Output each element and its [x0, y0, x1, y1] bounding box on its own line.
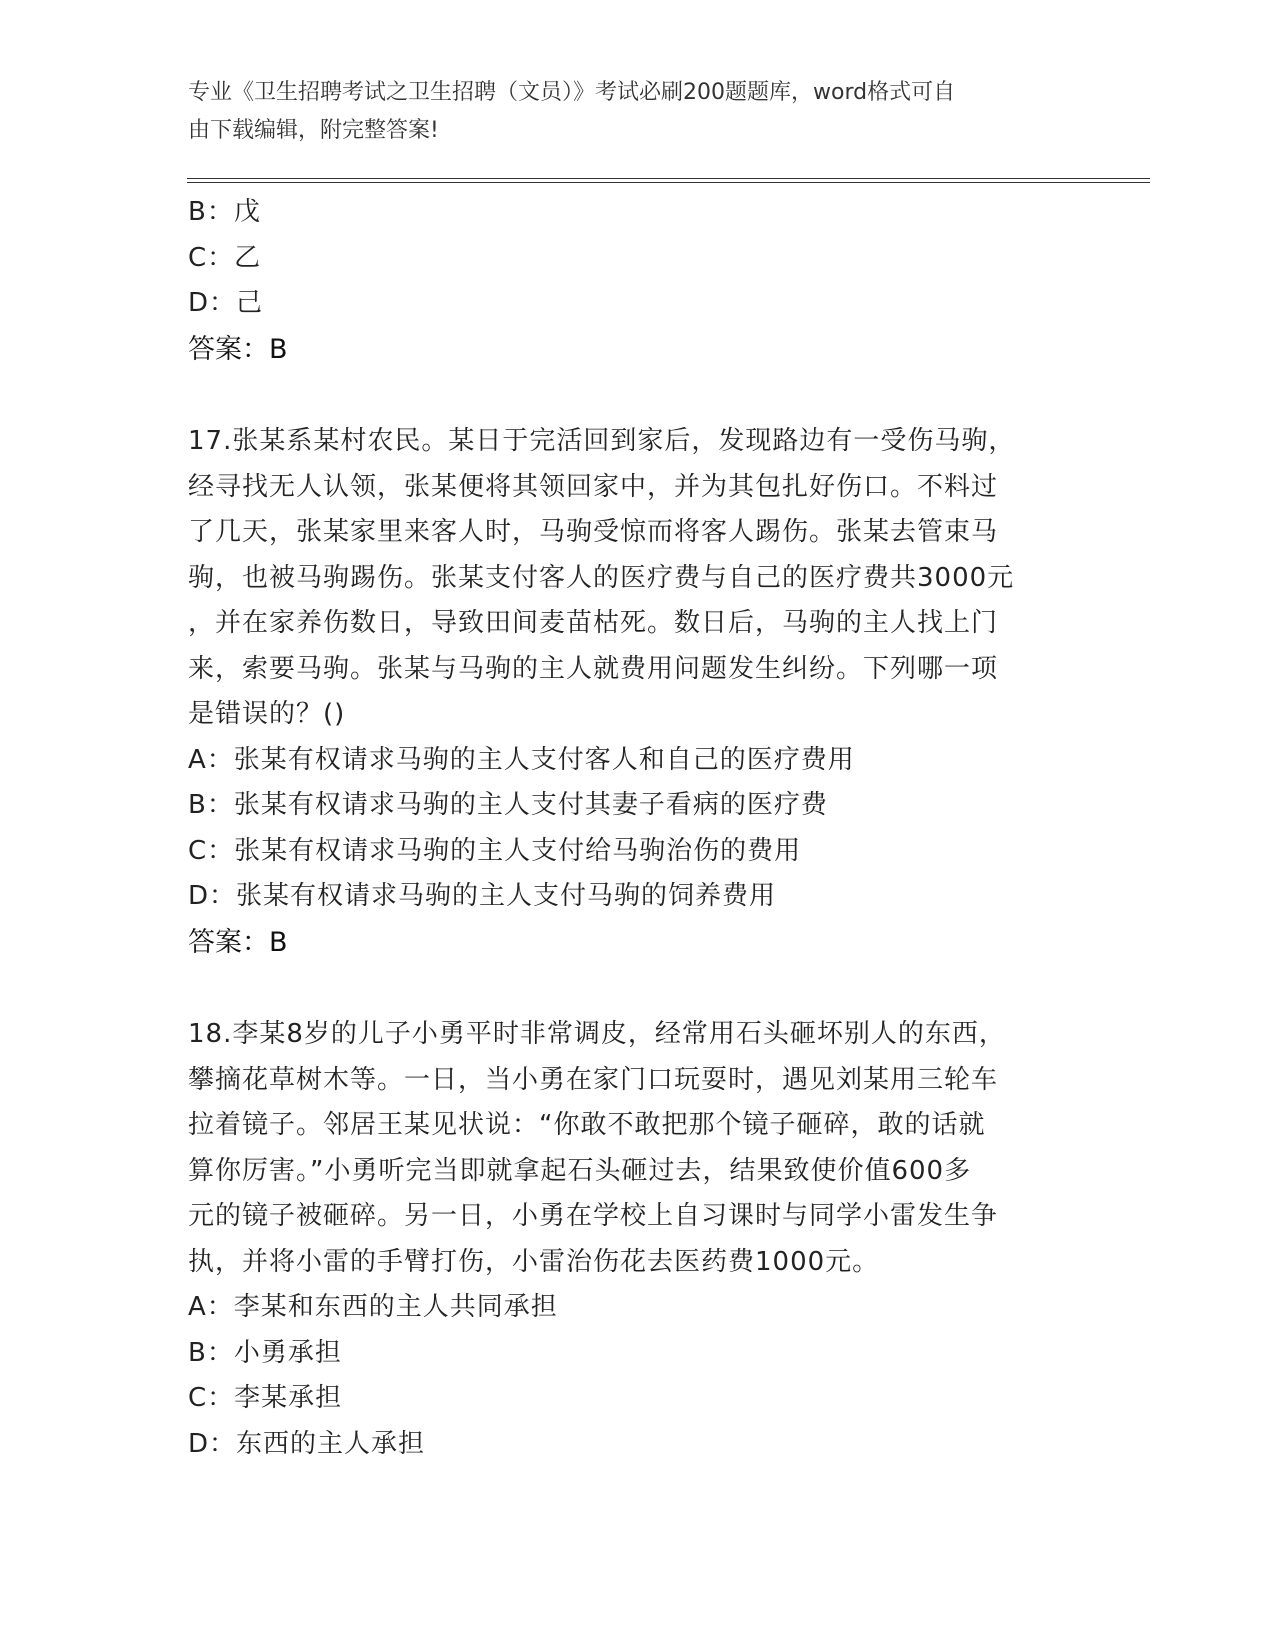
header-title-line-2: 由下载编辑，附完整答案!	[188, 118, 439, 143]
question-17-stem-line: 17.张某系某村农民。某日于完活回到家后，发现路边有一受伤马驹，	[188, 426, 1016, 456]
question-17-answer: 答案：B	[188, 926, 288, 958]
question-17-stem-line: ，并在家养伤数日，导致田间麦苗枯死。数日后，马驹的主人找上门	[188, 608, 999, 638]
question-17	[188, 419, 1088, 965]
question-18-stem	[188, 1012, 1058, 1285]
question-18-option-a: A：李某和东西的主人共同承担	[188, 1292, 558, 1322]
spacer	[188, 965, 1088, 1012]
header-title-line-1: 专业《卫生招聘考试之卫生招聘（文员）》考试必刷200题题库，word格式可自	[188, 80, 956, 105]
question-18-stem-line: 攀摘花草树木等。一日，当小勇在家门口玩耍时，遇见刘某用三轮车	[188, 1064, 999, 1095]
question-17-option-a: A：张某有权请求马驹的主人支付客人和自己的医疗费用	[188, 744, 855, 775]
prev-option-b: B：戊	[188, 197, 261, 227]
question-18-stem-line: 算你厉害。”小勇听完当即就拿起石头砸过去，结果致使价值600多	[188, 1155, 972, 1186]
question-17-option-c: C：张某有权请求马驹的主人支付给马驹治伤的费用	[188, 835, 802, 866]
question-17-stem-line: 是错误的？()	[188, 699, 346, 729]
prev-question	[188, 190, 1088, 372]
header-divider-top	[187, 178, 1150, 179]
question-18-stem-line: 18.李某8岁的儿子小勇平时非常调皮，经常用石头砸坏别人的东西，	[188, 1019, 1006, 1049]
question-18-stem-line: 执，并将小雷的手臂打伤，小雷治伤花去医药费1000元。	[188, 1246, 880, 1277]
prev-answer: 答案：B	[188, 333, 288, 365]
question-17-option-b: B：张某有权请求马驹的主人支付其妻子看病的医疗费	[188, 790, 828, 820]
question-17-stem-line: 来，索要马驹。张某与马驹的主人就费用问题发生纠纷。下列哪一项	[188, 653, 999, 684]
header-divider-bottom	[187, 182, 1150, 183]
spacer	[188, 372, 1088, 419]
question-18	[188, 1012, 1088, 1467]
question-18-option-d: D：东西的主人承担	[188, 1428, 426, 1459]
question-17-stem-line: 驹，也被马驹踢伤。张某支付客人的医疗费与自己的医疗费共3000元	[188, 562, 1015, 593]
question-18-option-c: C：李某承担	[188, 1383, 343, 1413]
document-body	[188, 190, 1088, 1467]
prev-option-c: C：乙	[188, 242, 262, 273]
question-17-option-d: D：张某有权请求马驹的主人支付马驹的饲养费用	[188, 881, 777, 911]
question-17-stem	[188, 419, 1058, 738]
question-18-stem-line: 拉着镜子。邻居王某见状说：“你敢不敢把那个镜子砸碎，敢的话就	[188, 1110, 986, 1140]
question-18-option-b: B：小勇承担	[188, 1337, 342, 1368]
question-17-stem-line: 了几天，张某家里来客人时，马驹受惊而将客人踢伤。张某去管束马	[188, 517, 999, 547]
page-header	[188, 74, 1068, 150]
prev-option-d: D：己	[188, 288, 264, 318]
question-18-stem-line: 元的镜子被砸碎。另一日，小勇在学校上自习课时与同学小雷发生争	[188, 1201, 999, 1231]
question-17-stem-line: 经寻找无人认领，张某便将其领回家中，并为其包扎好伤口。不料过	[188, 471, 999, 502]
